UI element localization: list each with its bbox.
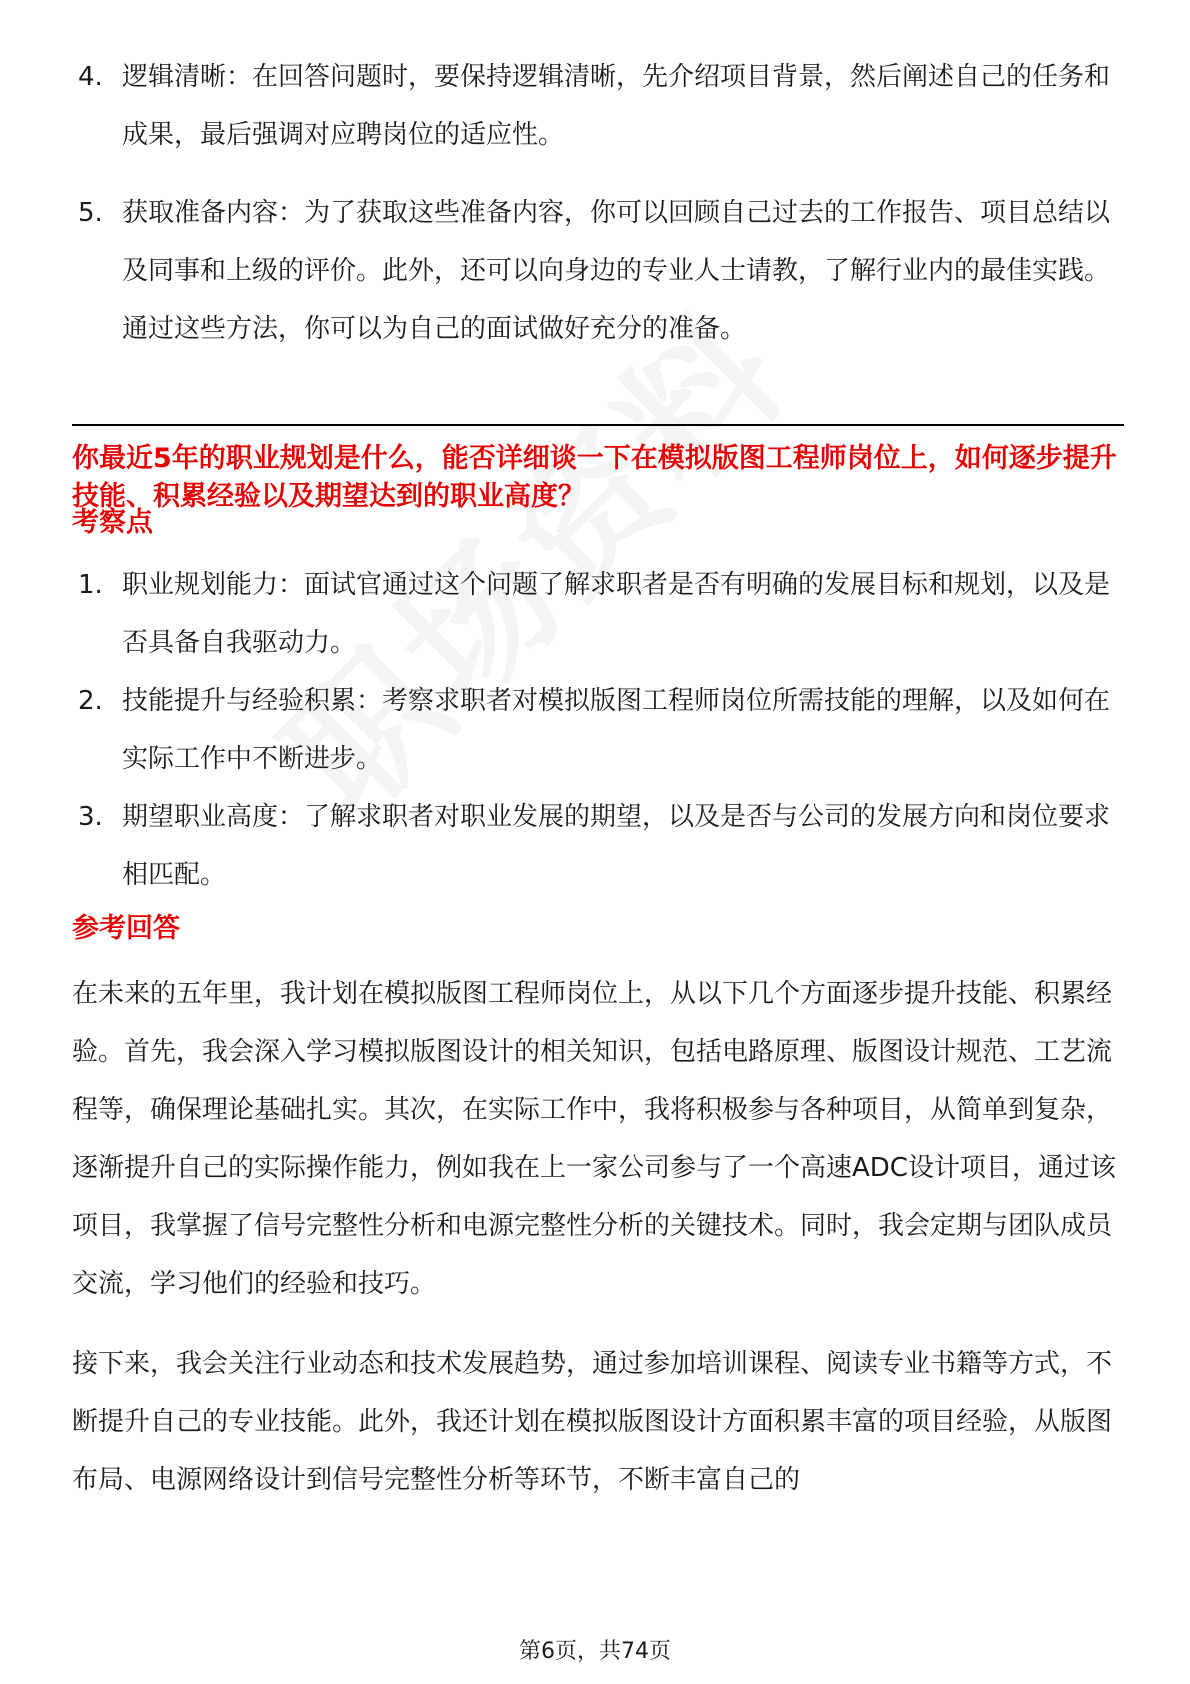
list-item-number: 5. (78, 198, 103, 228)
list-item (78, 184, 1118, 358)
list-item-text: 期望职业高度：了解求职者对职业发展的期望，以及是否与公司的发展方向和岗位要求相匹配。 (122, 802, 1111, 890)
answer-paragraph: 接下来，我会关注行业动态和技术发展趋势，通过参加培训课程、阅读专业书籍等方式，不断提升自己的专业技能。此外，我还计划在模拟版图设计方面积累丰富的项目经验，从版图布局、电源网络设计到信号完整性分析等环节，不断丰富自己的 (72, 1349, 1113, 1495)
focus-list (78, 556, 1118, 904)
list-item (78, 672, 1118, 788)
focus-title: 考察点 (72, 507, 153, 538)
section-divider (72, 424, 1124, 426)
list-item-number: 4. (78, 62, 103, 92)
list-item (78, 788, 1118, 904)
top-numbered-list (78, 48, 1118, 358)
list-item-text: 技能提升与经验积累：考察求职者对模拟版图工程师岗位所需技能的理解，以及如何在实际工作中不断进步。 (122, 686, 1111, 774)
list-item-number: 1. (78, 570, 103, 600)
list-item (78, 48, 1118, 164)
list-item-text: 职业规划能力：面试官通过这个问题了解求职者是否有明确的发展目标和规划，以及是否具备自我驱动力。 (122, 570, 1111, 658)
list-item-number: 3. (78, 802, 103, 832)
page-number: 第6页，共74页 (519, 1639, 671, 1664)
list-item-text: 逻辑清晰：在回答问题时，要保持逻辑清晰，先介绍项目背景，然后阐述自己的任务和成果，最后强调对应聘岗位的适应性。 (122, 62, 1111, 150)
interview-question: 你最近5年的职业规划是什么，能否详细谈一下在模拟版图工程师岗位上，如何逐步提升技能、积累经验以及期望达到的职业高度？ (72, 443, 1117, 512)
answer-paragraph: 在未来的五年里，我计划在模拟版图工程师岗位上，从以下几个方面逐步提升技能、积累经验。首先，我会深入学习模拟版图设计的相关知识，包括电路原理、版图设计规范、工艺流程等，确保理论基础扎实。其次，在实际工作中，我将积极参与各种项目，从简单到复杂，逐渐提升自己的实际操作能力，例如我在上一家公司参与了一个高速ADC设计项目，通过该项目，我掌握了信号完整性分析和电源完整性分析的关键技术。同时，我会定期与团队成员交流，学习他们的经验和技巧。 (72, 979, 1116, 1299)
list-item-text: 获取准备内容：为了获取这些准备内容，你可以回顾自己过去的工作报告、项目总结以及同事和上级的评价。此外，还可以向身边的专业人士请教，了解行业内的最佳实践。通过这些方法，你可以为自己的面试做好充分的准备。 (122, 198, 1111, 344)
list-item-number: 2. (78, 686, 103, 716)
list-item (78, 556, 1118, 672)
answer-title: 参考回答 (72, 913, 180, 944)
answer-body (72, 965, 1122, 1509)
